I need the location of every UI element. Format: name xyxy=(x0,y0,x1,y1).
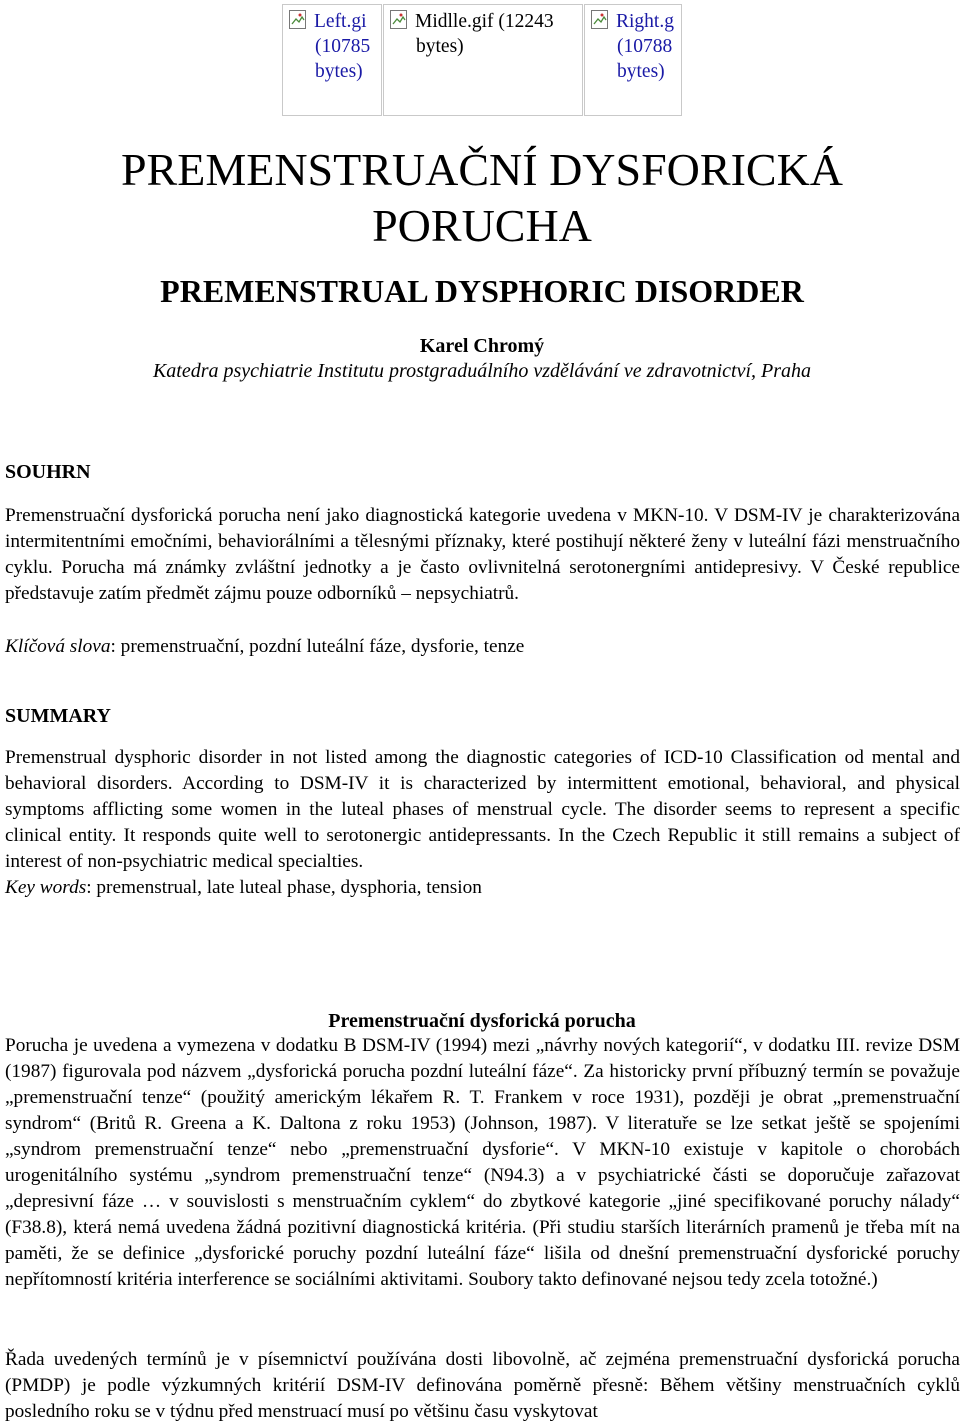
keywords-label: Key words xyxy=(5,877,87,898)
souhrn-heading: SOUHRN xyxy=(5,461,91,483)
image-alt-line1: Right.g xyxy=(616,11,674,32)
image-alt-line2: bytes) xyxy=(416,36,464,57)
image-alt-line3: bytes) xyxy=(315,61,363,82)
image-alt-line2: (10788 xyxy=(617,36,673,57)
image-alt-line3: bytes) xyxy=(617,61,665,82)
keywords-text: : premenstrual, late luteal phase, dysphoria, tension xyxy=(86,877,482,898)
title-line-1: PREMENSTRUAČNÍ DYSFORICKÁ xyxy=(120,144,844,195)
author-affiliation: Katedra psychiatrie Institutu prostgraduálního vzdělávání ve zdravotnictví, Praha xyxy=(152,360,812,382)
summary-text: Premenstrual dysphoric disorder in not listed among the diagnostic categories of ICD-10 Classification od mental and behavioral disorders. According to DSM-IV it is characterized by intermittent emotional, behavioral, and physical symptoms afflicting some women in the luteal phases of menstrual cycle. The disorder seems to represent a specific clinical entity. It responds quite well to serotonergic antidepressants. In the Czech Republic it still remains a subject of interest of non-psychiatric medical specialties. xyxy=(5,747,960,872)
image-placeholder-row xyxy=(282,4,682,118)
souhrn-keywords xyxy=(5,634,524,660)
author-name: Karel Chromý xyxy=(419,335,545,357)
summary-keywords xyxy=(5,875,482,901)
image-alt-line1: Left.gi xyxy=(314,11,367,32)
section-paragraph-2: Řada uvedených termínů je v písemnictví používána dosti libovolně, ač zejména premenstruační dysforická porucha (PMDP) je podle výzkumných kritérií DSM-IV definována poměrně přesně: Během většiny menstruačních cyklů posledního roku se v týdnu před menstruací musí po většinu času vyskytovat xyxy=(5,1349,960,1422)
broken-image-icon xyxy=(289,10,306,29)
keywords-text: : premenstruační, pozdní luteální fáze, dysforie, tenze xyxy=(110,636,525,657)
page-title xyxy=(0,142,960,254)
section-paragraph-1: Porucha je uvedena a vymezena v dodatku B DSM-IV (1994) mezi „návrhy nových kategorií“, v dodatku III. revize DSM (1987) figurovala pod názvem „dysforická porucha pozdní luteální fáze“. Za historicky první příbuzný termín se považuje „premenstruační tenze“ (použitý americkým lékařem R. T. Frankem v roce 1931), později je obrat „premenstruační syndrom“ (Britů R. Greena a K. Daltona z roku 1953) (Johnson, 1987). V literatuře se lze setkat ještě se spojeními „syndrom premenstruační tenze“ nebo „premenstruační dysforie“. V MKN-10 existuje v kapitole o chorobách urogenitálního systému „syndrom premenstruační tenze“ (N94.3) a v psychiatrické části se doporučuje zařazovat „depresivní fáze … v souvislosti s menstruačním cyklem“ do zbytkové kategorie „jiné specifikované poruchy nálady“ (F38.8), která nemá uvedena žádná pozitivní diagnostická kritéria. (Při studiu starších literárních pramenů je třeba mít na paměti, že se definice „dysforické poruchy pozdní luteální fáze“ lišila od dnešní premenstruační dysforické poruchy nepřítomností kritéria interference se sociálními aktivitami. Soubory takto definované nejsou tedy zcela totožné.) xyxy=(5,1035,960,1290)
page-subtitle: PREMENSTRUAL DYSPHORIC DISORDER xyxy=(160,273,804,309)
broken-image-icon xyxy=(591,10,608,29)
image-placeholder-right[interactable] xyxy=(584,4,682,116)
summary-heading: SUMMARY xyxy=(5,705,111,727)
image-alt-line1: Midlle.gif (12243 xyxy=(415,11,554,32)
image-alt-line2: (10785 xyxy=(315,36,371,57)
broken-image-icon xyxy=(390,10,407,29)
souhrn-text: Premenstruační dysforická porucha není jako diagnostická kategorie uvedena v MKN-10. V DSM-IV je charakterizována intermitentními emočními, behaviorálními a tělesnými příznaky, které postihují některé ženy v luteální fázi menstruačního cyklu. Porucha má známky zvláštní jednotky a je často ovlivnitelná serotonergními antidepresivy. V České republice představuje zatím předmět zájmu pouze odborníků – nepsychiatrů. xyxy=(5,505,960,604)
keywords-label: Klíčová slova xyxy=(5,636,111,657)
title-line-2: PORUCHA xyxy=(372,200,592,251)
section-title: Premenstruační dysforická porucha xyxy=(328,1010,636,1032)
image-placeholder-middle[interactable] xyxy=(383,4,583,116)
image-placeholder-left[interactable] xyxy=(282,4,382,116)
